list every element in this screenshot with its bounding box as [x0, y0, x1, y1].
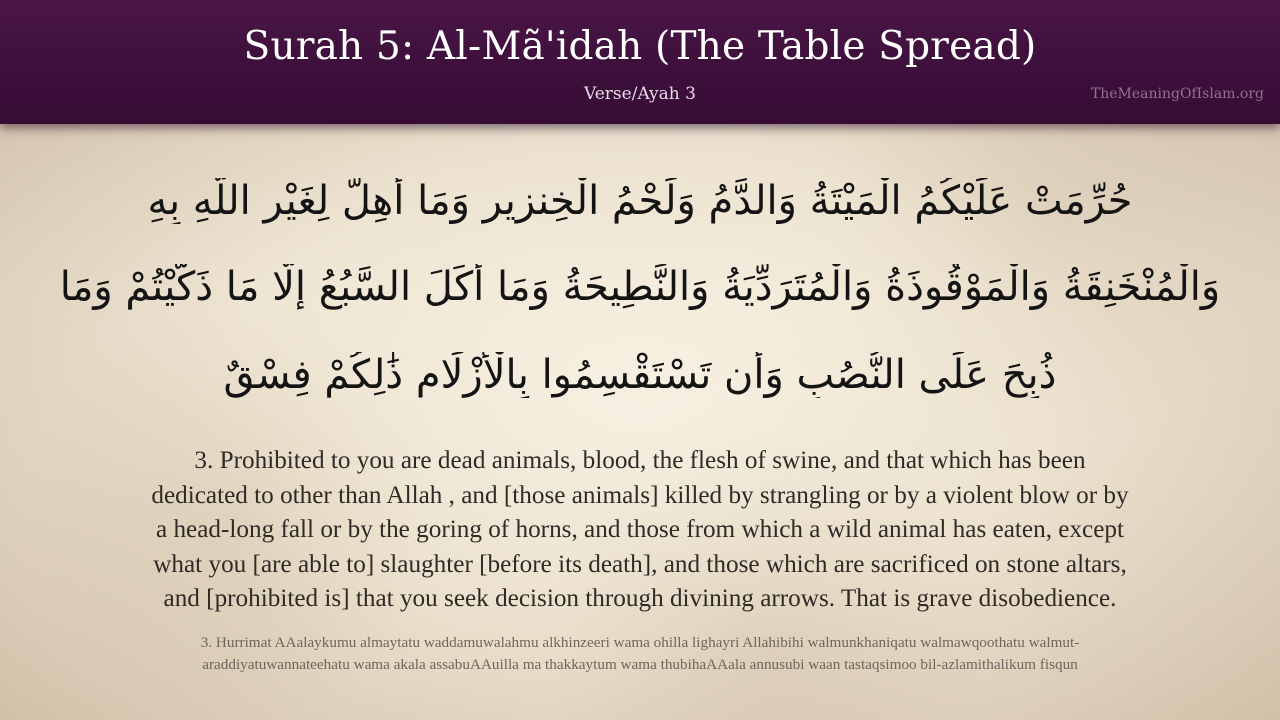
site-watermark: TheMeaningOfIslam.org — [1090, 86, 1264, 102]
translation-line: and [prohibited is] that you seek decision through divining arrows. That is grave disobedience. — [163, 585, 1117, 612]
translation-line: what you [are able to] slaughter [before its death], and those which are sacrificed on stone altars, — [153, 550, 1127, 578]
english-translation — [20, 444, 1260, 617]
verse-label: Verse/Ayah 3 — [584, 84, 696, 104]
title-banner — [0, 0, 1280, 124]
transliteration — [20, 632, 1260, 676]
arabic-verse-line-1: حُرِّمَتْ عَلَيْكُمُ الْمَيْتَةُ وَالدَّمُ وَلَحْمُ الْخِنزِيرِ وَمَا أُهِلَّ لِغَيْرِ اللَّهِ بِهِ — [147, 178, 1133, 224]
surah-title: Surah 5: Al-Mã'idah (The Table Spread) — [243, 24, 1037, 69]
translation-line: 3. Prohibited to you are dead animals, blood, the flesh of swine, and that which has been — [194, 447, 1086, 474]
translation-line: a head-long fall or by the goring of horns, and those from which a wild animal has eaten, except — [155, 516, 1125, 543]
arabic-verse-line-3: ذُبِحَ عَلَى النُّصُبِ وَأَن تَسْتَقْسِمُوا بِالْأَزْلَامِ ذَٰلِكُمْ فِسْقٌ — [223, 352, 1057, 398]
transliteration-line: araddiyatuwannateehatu wama akala assabuAAuilla ma thakkaytum wama thubihaAAala annusubi waan tastaqsimoo bil-azlamithalikum fisqun — [202, 656, 1078, 673]
arabic-verse-line-2: وَالْمُنْخَنِقَةُ وَالْمَوْقُوذَةُ وَالْمُتَرَدِّيَةُ وَالنَّطِيحَةُ وَمَا أَكَلَ السَّبُعُ إِلَّا مَا ذَكَّيْتُمْ وَمَا — [59, 264, 1221, 310]
translation-line: dedicated to other than Allah , and [those animals] killed by strangling or by a violent blow or by — [151, 481, 1129, 509]
transliteration-line: 3. Hurrimat AAalaykumu almaytatu waddamuwalahmu alkhinzeeri wama ohilla lighayri Allahibihi walmunkhaniqatu walmawqoothatu walmut- — [200, 634, 1080, 651]
